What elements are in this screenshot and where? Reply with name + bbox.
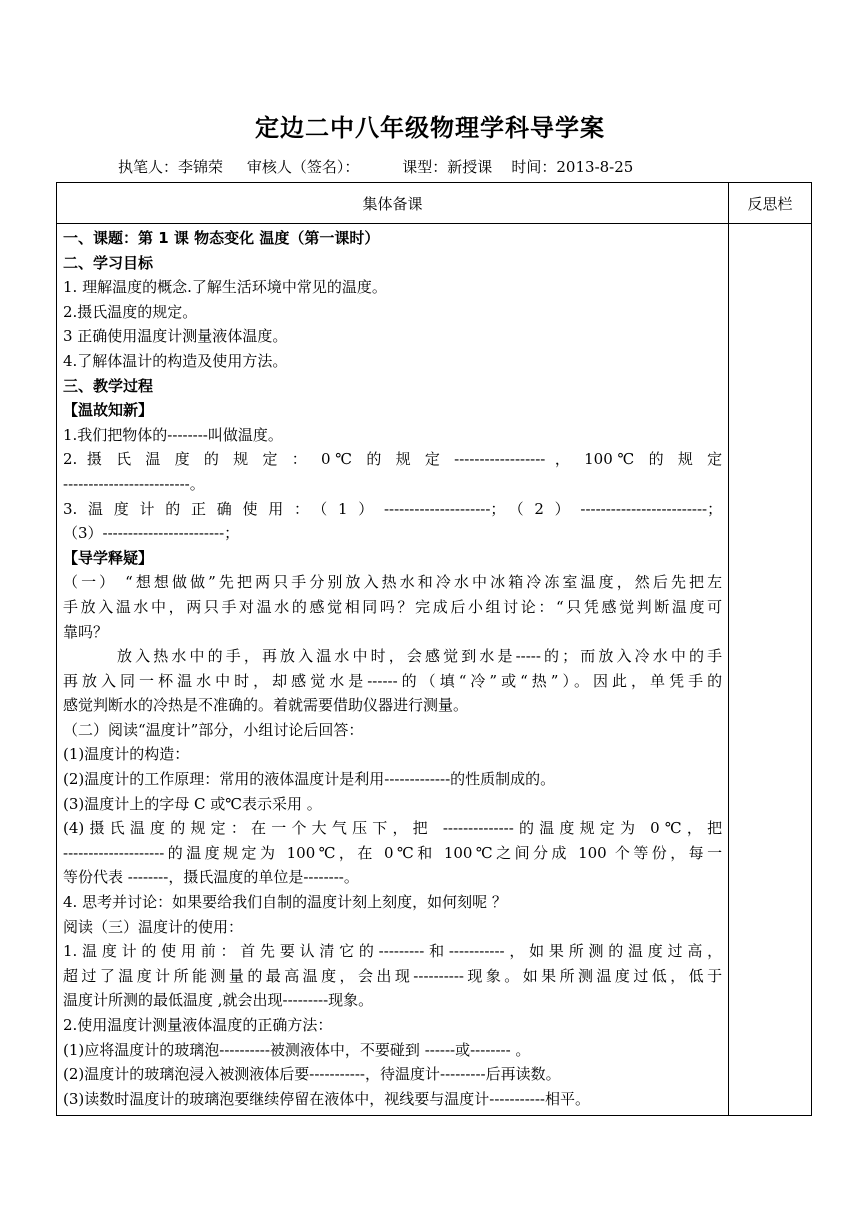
content-line: 温度计所测的最低温度 ,就会出现---------现象。 [63, 991, 374, 1010]
content-line: 2.使用温度计测量液体温度的正确方法： [63, 1016, 333, 1034]
content-line: (1)应将温度计的玻璃泡----------被测液体中，不要碰到 ------或-------- 。 [63, 1040, 531, 1059]
content-line: 3 正确使用温度计测量液体温度。 [63, 327, 288, 346]
page-title: 定边二中八年级物理学科导学案 [255, 114, 605, 142]
content-line: 手放入温水中，两只手对温水的感觉相同吗？完成后小组讨论：“只凭感觉判断温度可 [63, 597, 723, 616]
header-meta [118, 156, 633, 177]
content-line: 等份代表 --------，摄氏温度的单位是--------。 [63, 868, 359, 887]
content-line: 4.了解体温计的构造及使用方法。 [63, 351, 288, 370]
content-line: 4. 思考并讨论：如果要给我们自制的温度计刻上刻度，如何刻呢 ？ [63, 893, 507, 912]
content-line: 二、学习目标 [63, 253, 154, 272]
content-line: （二）阅读“温度计”部分，小组讨论后回答： [63, 720, 364, 739]
content-line: 三、教学过程 [63, 376, 154, 395]
content-line: 阅读（三）温度计的使用： [63, 917, 244, 936]
content-line: 3.温度计的正确使用：（1）---------------------；（2）-------------------------； [63, 499, 723, 518]
content-line: --------------------的温度规定为 100℃，在 0℃和 100℃之间分成 100 个等份，每一 [63, 843, 723, 862]
content-line: (3)读数时温度计的玻璃泡要继续停留在液体中，视线要与温度计-----------相平。 [63, 1089, 591, 1108]
content-line: (2)温度计的玻璃泡浸入被测液体后要-----------，待温度计---------后再读数。 [63, 1065, 561, 1084]
content-line: 2.摄氏温度的规定。 [63, 302, 198, 321]
collective-prep-header: 集体备课 [57, 183, 729, 224]
content-line: （3）------------------------； [63, 524, 240, 543]
author: 执笔人：李锦荣 [118, 158, 224, 176]
content-line: (3)温度计上的字母 C 或℃表示采用 。 [63, 794, 322, 813]
content-line: 2. 摄 氏 温 度 的 规 定 ： 0℃ 的 规 定 ------------------ ， 100℃ 的 规 定 [63, 450, 723, 469]
content-line: 靠吗？ [63, 622, 109, 641]
content-line: 超过了温度计所能测量的最高温度，会出现----------现象。如果所测温度过低，低于 [63, 966, 723, 985]
lesson-table [56, 182, 812, 1116]
content-line: -------------------------。 [63, 474, 205, 493]
content-line: 再放入同一杯温水中时，却感觉水是------的（填“冷”或“热”）。因此，单凭手的 [63, 671, 723, 690]
content-line: 感觉判断水的冷热是不准确的。着就需要借助仪器进行测量。 [63, 696, 469, 715]
content-line: 【导学释疑】 [63, 548, 154, 567]
content-line: 【温故知新】 [63, 401, 154, 420]
date: 时间：2013-8-25 [511, 158, 634, 176]
lesson-type: 课型：新授课 [402, 158, 493, 176]
reviewer: 审核人（签名）： [246, 158, 360, 176]
content-line: 1.温度计的使用前：首先要认清它的---------和-----------，如果所测的温度过高， [63, 942, 723, 961]
content-line: 一、课题：第 1 课 物态变化 温度（第一课时） [63, 229, 380, 247]
lesson-content [57, 224, 728, 1115]
content-line: (4)摄氏温度的规定：在一个大气压下，把 --------------的温度规定为 0℃，把 [63, 819, 723, 838]
content-cell [57, 224, 729, 1116]
content-line: (2)温度计的工作原理：常用的液体温度计是利用-------------的性质制成的。 [63, 770, 556, 789]
content-line: 1.我们把物体的--------叫做温度。 [63, 425, 283, 444]
content-line: 放入热水中的手，再放入温水中时，会感觉到水是-----的；而放入冷水中的手 [117, 647, 723, 666]
reflection-header: 反思栏 [729, 183, 812, 224]
content-line: (1)温度计的构造： [63, 745, 190, 764]
content-line: （一） “想想做做”先把两只手分别放入热水和冷水中冰箱冷冻室温度，然后先把左 [63, 573, 723, 592]
content-line: 1. 理解温度的概念.了解生活环境中常见的温度。 [63, 278, 387, 297]
reflection-cell [729, 224, 812, 1116]
